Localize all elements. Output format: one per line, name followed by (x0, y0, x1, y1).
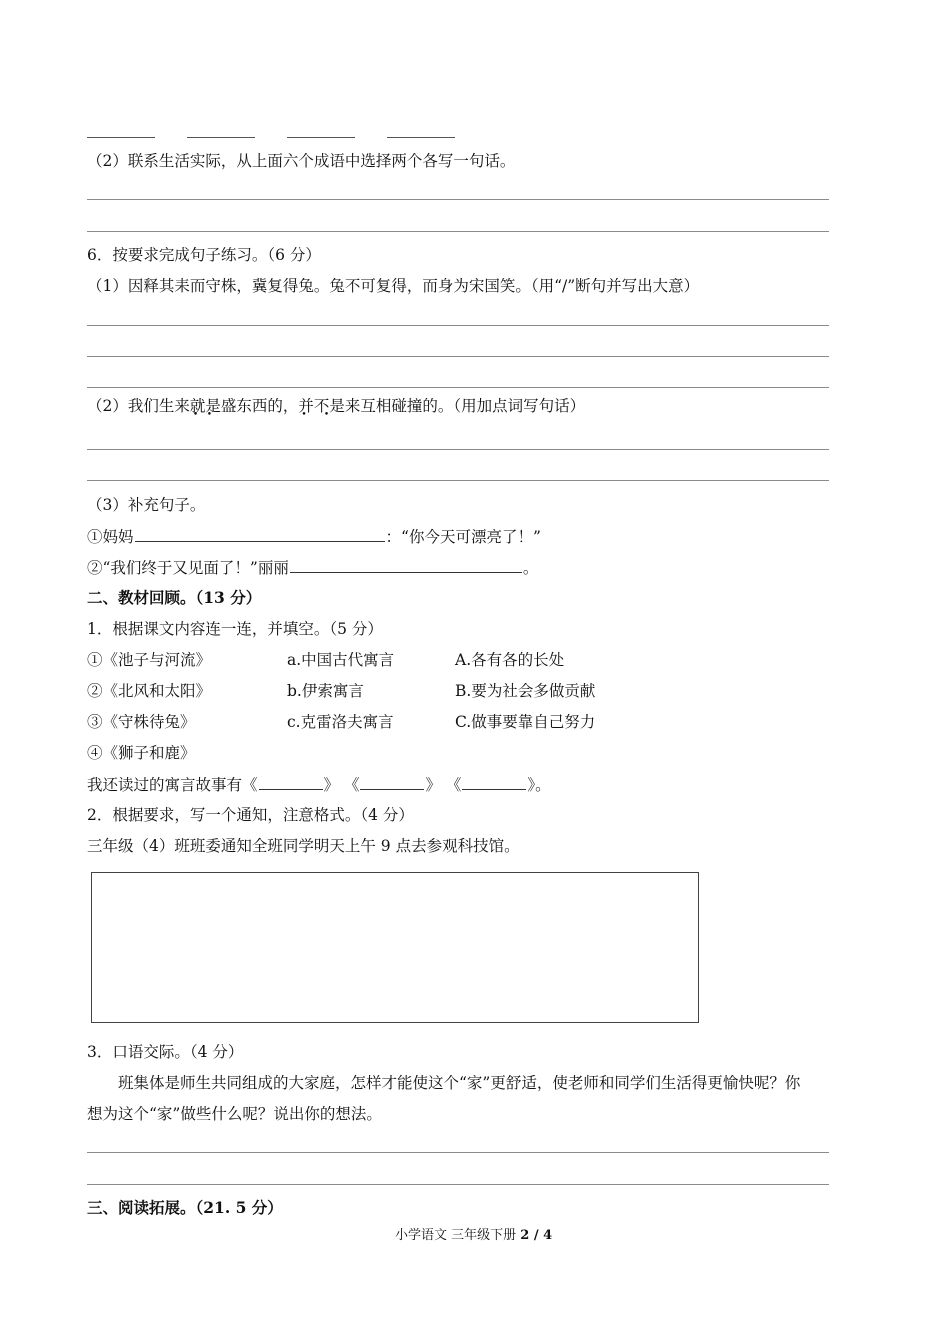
s2-q2-text: 三年级（4）班班委通知全班同学明天上午 9 点去参观科技馆。 (87, 837, 520, 855)
idiom-blank-4[interactable] (387, 137, 455, 138)
fable-blank-3[interactable] (462, 774, 526, 790)
moral-b[interactable]: B.要为社会多做贡献 (455, 682, 596, 700)
section3-title: 三、阅读拓展。（21. 5 分） (87, 1198, 283, 1217)
fill-sentence-1: ①妈妈 ：“你今天可漂亮了！” (87, 528, 541, 546)
origin-c[interactable]: c.克雷洛夫寓言 (287, 713, 394, 731)
answer-line[interactable] (87, 199, 829, 200)
origin-b[interactable]: b.伊索寓言 (287, 682, 364, 700)
idiom-blank-2[interactable] (187, 137, 255, 138)
answer-line[interactable] (87, 1184, 829, 1185)
fill-sentence-2: ②“我们终于又见面了！”丽丽 。 (87, 559, 539, 577)
origin-a[interactable]: a.中国古代寓言 (287, 651, 395, 669)
page-footer (395, 1226, 552, 1246)
q6-sub1: （1）因释其耒而守株，冀复得兔。兔不可复得，而身为宋国笑。（用“/”断句并写出大意） (87, 277, 700, 295)
fill-blank[interactable] (135, 526, 385, 542)
q6-sub3: （3）补充句子。 (87, 496, 206, 514)
s2-q2-title: 2．根据要求，写一个通知，注意格式。（4 分） (87, 806, 414, 824)
answer-line[interactable] (87, 387, 829, 388)
story-3[interactable]: ③《守株待兔》 (87, 713, 196, 731)
fable-blank-2[interactable] (360, 774, 424, 790)
answer-line[interactable] (87, 231, 829, 232)
story-1[interactable]: ①《池子与河流》 (87, 651, 212, 669)
answer-line[interactable] (87, 325, 829, 326)
answer-line[interactable] (87, 356, 829, 357)
fable-blank-1[interactable] (259, 774, 323, 790)
footer-label: 小学语文 三年级下册 (395, 1228, 517, 1243)
section2-title: 二、教材回顾。（13 分） (87, 588, 262, 607)
s2-q3-line1: 班集体是师生共同组成的大家庭，怎样才能使这个“家”更舒适，使老师和同学们生活得更愉快呢？你 (118, 1074, 801, 1092)
moral-a[interactable]: A.各有各的长处 (455, 651, 565, 669)
dotted-word-2: 并不是 • • (298, 396, 345, 416)
q6-sub2: （2）我们生来就是 • •盛东西的，并不是 • •来互相碰撞的。（用加点词写句话） (87, 396, 585, 416)
answer-line[interactable] (87, 480, 829, 481)
s2-q3-line2: 想为这个“家”做些什么呢？说出你的想法。 (87, 1105, 382, 1123)
s2-q3-title: 3．口语交际。（4 分） (87, 1043, 244, 1061)
page-number: 2 / 4 (520, 1228, 553, 1243)
idiom-blank-3[interactable] (287, 137, 355, 138)
read-fables-line: 我还读过的寓言故事有《 》 《 》 《 》。 (87, 776, 551, 794)
q6-title: 6．按要求完成句子练习。（6 分） (87, 246, 321, 264)
answer-line[interactable] (87, 449, 829, 450)
answer-line[interactable] (87, 1152, 829, 1153)
idiom-blank-1[interactable] (87, 137, 155, 138)
q5-sub2: （2）联系生活实际，从上面六个成语中选择两个各写一句话。 (87, 152, 516, 170)
moral-c[interactable]: C.做事要靠自己努力 (455, 713, 596, 731)
s2-q1-title: 1．根据课文内容连一连，并填空。（5 分） (87, 620, 383, 638)
story-2[interactable]: ②《北风和太阳》 (87, 682, 212, 700)
notice-answer-box[interactable] (91, 872, 699, 1023)
dotted-word-1: 就是 • • (190, 396, 221, 416)
fill-blank[interactable] (290, 557, 522, 573)
story-4[interactable]: ④《狮子和鹿》 (87, 744, 196, 762)
